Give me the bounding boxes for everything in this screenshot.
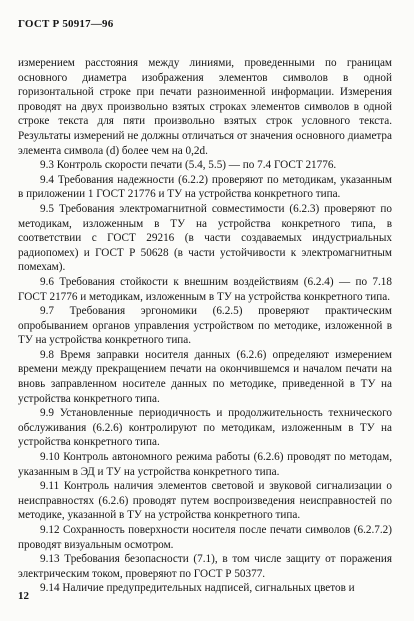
paragraph-9-13: 9.13 Требования безопасности (7.1), в том числе защиту от поражения электрическим током, проверяют по ГОСТ Р 50377.: [18, 553, 392, 580]
paragraph-9-4: 9.4 Требования надежности (6.2.2) проверяют по методикам, указанным в приложении 1 ГОСТ 21776 и ТУ на устройства конкретного типа.: [18, 173, 392, 201]
paragraph-continuation: измерением расстояния между линиями, проведенными по границам основного диаметра изображения элементов символов в одной горизонтальной строке при печати разноименной информации. Измерения проводят на двух произвольно взятых строках элементов символов в одной строке текста для пяти произвольно взятых строк условного текста. Результаты измерений не должны отличаться от значения основного диаметра элемента символа (d) более чем на 0,2d.: [18, 57, 392, 157]
page-header: ГОСТ Р 50917—96: [18, 18, 114, 30]
paragraph-9-6: 9.6 Требования стойкости к внешним воздействиям (6.2.4) — по 7.18 ГОСТ 21776 и методикам, изложенным в ТУ на устройства конкретного типа.: [18, 275, 392, 303]
paragraph-9-14: 9.14 Наличие предупредительных надписей, сигнальных цветов и: [40, 582, 355, 595]
body-text: [18, 56, 392, 596]
paragraph-9-11: 9.11 Контроль наличия элементов световой и звуковой сигнализации о неисправностях (6.2.6) проводят путем воспроизведения неисправностей по методике, указанной в ТУ на устройства конкретного типа.: [18, 480, 392, 522]
paragraph-9-3: 9.3 Контроль скорости печати (5.4, 5.5) — по 7.4 ГОСТ 21776.: [40, 159, 337, 172]
paragraph-9-12: 9.12 Сохранность поверхности носителя после печати символов (6.2.7.2) проводят визуальным осмотром.: [18, 524, 392, 551]
paragraph-9-8: 9.8 Время заправки носителя данных (6.2.6) определяют измерением времени между прекращением печати на окончившемся и началом печати на вновь заправленном носителе данных по методике, приведенной в ТУ на устройства конкретного типа.: [18, 348, 392, 405]
page-number: 12: [18, 590, 29, 602]
paragraph-9-9: 9.9 Установленные периодичность и продолжительность технического обслуживания (6.2.6) контролируют по методикам, изложенным в ТУ на устройства конкретного типа.: [18, 407, 392, 449]
paragraph-9-10: 9.10 Контроль автономного режима работы (6.2.6) проводят по методам, указанным в ЭД и ТУ на устройства конкретного типа.: [18, 451, 392, 478]
paragraph-9-5: 9.5 Требования электромагнитной совместимости (6.2.3) проверяют по методикам, изложенным в ТУ на устройства конкретного типа, в соответствии с ГОСТ 29216 (в части создаваемых индустриальных радиопомех) и ГОСТ Р 50628 (в части устойчивости к электромагнитным помехам).: [18, 202, 392, 274]
paragraph-9-7: 9.7 Требования эргономики (6.2.5) проверяют практическим опробыванием органов управления устройством по методике, изложенной в ТУ на устройства конкретного типа.: [18, 305, 392, 347]
